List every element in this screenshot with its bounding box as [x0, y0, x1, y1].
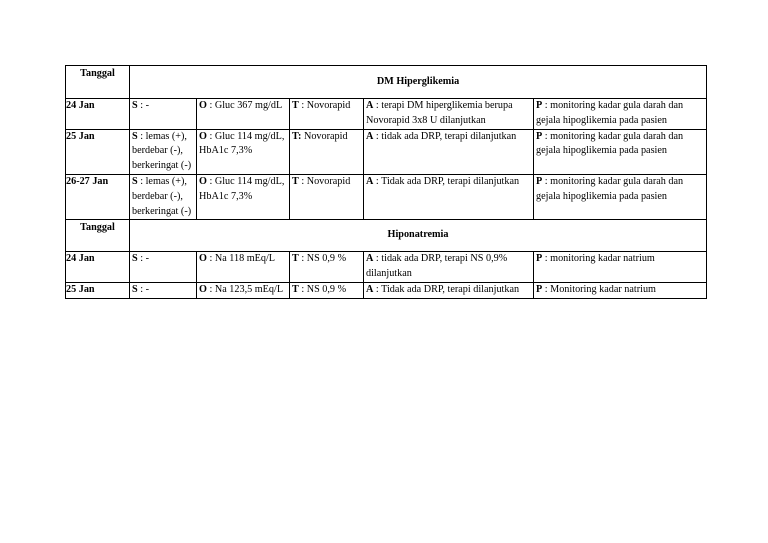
therapy-cell: [290, 129, 364, 174]
subjective-cell: [130, 252, 197, 283]
plan-cell: [534, 282, 707, 298]
p-text: : monitoring kadar gula darah dan gejala hipoglikemia pada pasien: [536, 100, 684, 126]
a-text: : Tidak ada DRP, terapi dilanjutkan: [373, 283, 520, 295]
p-label: P: [536, 100, 543, 111]
a-label: A: [366, 130, 374, 142]
date-cell: 25 Jan: [66, 129, 130, 174]
p-text: : monitoring kadar natrium: [542, 253, 655, 265]
plan-cell: [534, 252, 707, 283]
t-label: T: [292, 283, 299, 295]
subjective-cell: [130, 99, 197, 130]
subjective-cell: [130, 174, 197, 219]
assessment-cell: [364, 252, 534, 283]
plan-cell: [534, 129, 707, 174]
plan-cell: [534, 174, 707, 219]
therapy-cell: [290, 282, 364, 298]
p-text: : Monitoring kadar natrium: [542, 283, 656, 295]
date-header: Tanggal: [66, 220, 130, 252]
a-text: : tidak ada DRP, terapi NS 0,9% dilanjutkan: [366, 253, 508, 280]
t-text: : Novorapid: [298, 100, 351, 111]
s-text: : lemas (+), berdebar (-), berkeringat (-): [132, 175, 192, 217]
o-text: : Gluc 367 mg/dL: [206, 100, 283, 111]
assessment-cell: [364, 282, 534, 298]
a-text: : terapi DM hiperglikemia berupa Novorapid 3x8 U dilanjutkan: [366, 100, 513, 126]
a-label: A: [366, 253, 374, 265]
table-row: [66, 174, 707, 219]
objective-cell: [197, 282, 290, 298]
p-label: P: [536, 130, 543, 142]
t-label: T: [292, 100, 299, 111]
section1-header-row: [66, 66, 707, 99]
plan-cell: [534, 99, 707, 130]
t-label: T: [292, 175, 299, 187]
o-text: : Na 123,5 mEq/L: [206, 283, 284, 295]
p-label: P: [536, 175, 543, 187]
t-text: : NS 0,9 %: [298, 253, 347, 265]
therapy-cell: [290, 99, 364, 130]
table-row: [66, 129, 707, 174]
o-text: : Gluc 114 mg/dL, HbA1c 7,3%: [199, 130, 285, 157]
t-text: : NS 0,9 %: [298, 283, 347, 295]
section2-header-row: [66, 220, 707, 252]
soap-table: [65, 65, 707, 299]
subjective-cell: [130, 282, 197, 298]
assessment-cell: [364, 99, 534, 130]
date-cell: 24 Jan: [66, 99, 130, 130]
o-label: O: [199, 253, 207, 265]
o-text: : Gluc 114 mg/dL, HbA1c 7,3%: [199, 175, 285, 202]
p-label: P: [536, 253, 543, 265]
t-text: : Novorapid: [298, 175, 351, 187]
date-cell: 26-27 Jan: [66, 174, 130, 219]
assessment-cell: [364, 174, 534, 219]
assessment-cell: [364, 129, 534, 174]
o-label: O: [199, 130, 207, 142]
subjective-cell: [130, 129, 197, 174]
s-label: S: [132, 175, 138, 187]
p-text: : monitoring kadar gula darah dan gejala hipoglikemia pada pasien: [536, 175, 684, 202]
s-label: S: [132, 283, 138, 295]
o-label: O: [199, 283, 207, 295]
p-text: : monitoring kadar gula darah dan gejala hipoglikemia pada pasien: [536, 130, 684, 157]
o-text: : Na 118 mEq/L: [206, 253, 276, 265]
a-label: A: [366, 100, 374, 111]
table-row: [66, 252, 707, 283]
s-label: S: [132, 100, 138, 111]
o-label: O: [199, 175, 207, 187]
s-text: : -: [137, 253, 149, 265]
section-title: Hiponatremia: [130, 220, 707, 252]
objective-cell: [197, 99, 290, 130]
t-text: Novorapid: [301, 130, 348, 142]
a-label: A: [366, 283, 374, 295]
a-label: A: [366, 175, 374, 187]
objective-cell: [197, 252, 290, 283]
p-label: P: [536, 283, 543, 295]
objective-cell: [197, 129, 290, 174]
therapy-cell: [290, 174, 364, 219]
therapy-cell: [290, 252, 364, 283]
date-cell: 25 Jan: [66, 282, 130, 298]
section-title: DM Hiperglikemia: [130, 66, 707, 99]
a-text: : Tidak ada DRP, terapi dilanjutkan: [373, 175, 520, 187]
s-label: S: [132, 253, 138, 265]
s-text: : -: [137, 283, 149, 295]
s-text: : -: [137, 100, 149, 111]
objective-cell: [197, 174, 290, 219]
s-label: S: [132, 130, 138, 142]
s-text: : lemas (+), berdebar (-), berkeringat (-): [132, 130, 192, 172]
t-label: T:: [292, 130, 302, 142]
t-label: T: [292, 253, 299, 265]
date-header: Tanggal: [66, 66, 130, 99]
table-row: [66, 282, 707, 298]
o-label: O: [199, 100, 207, 111]
table-row: [66, 99, 707, 130]
date-cell: 24 Jan: [66, 252, 130, 283]
a-text: : tidak ada DRP, terapi dilanjutkan: [373, 130, 517, 142]
